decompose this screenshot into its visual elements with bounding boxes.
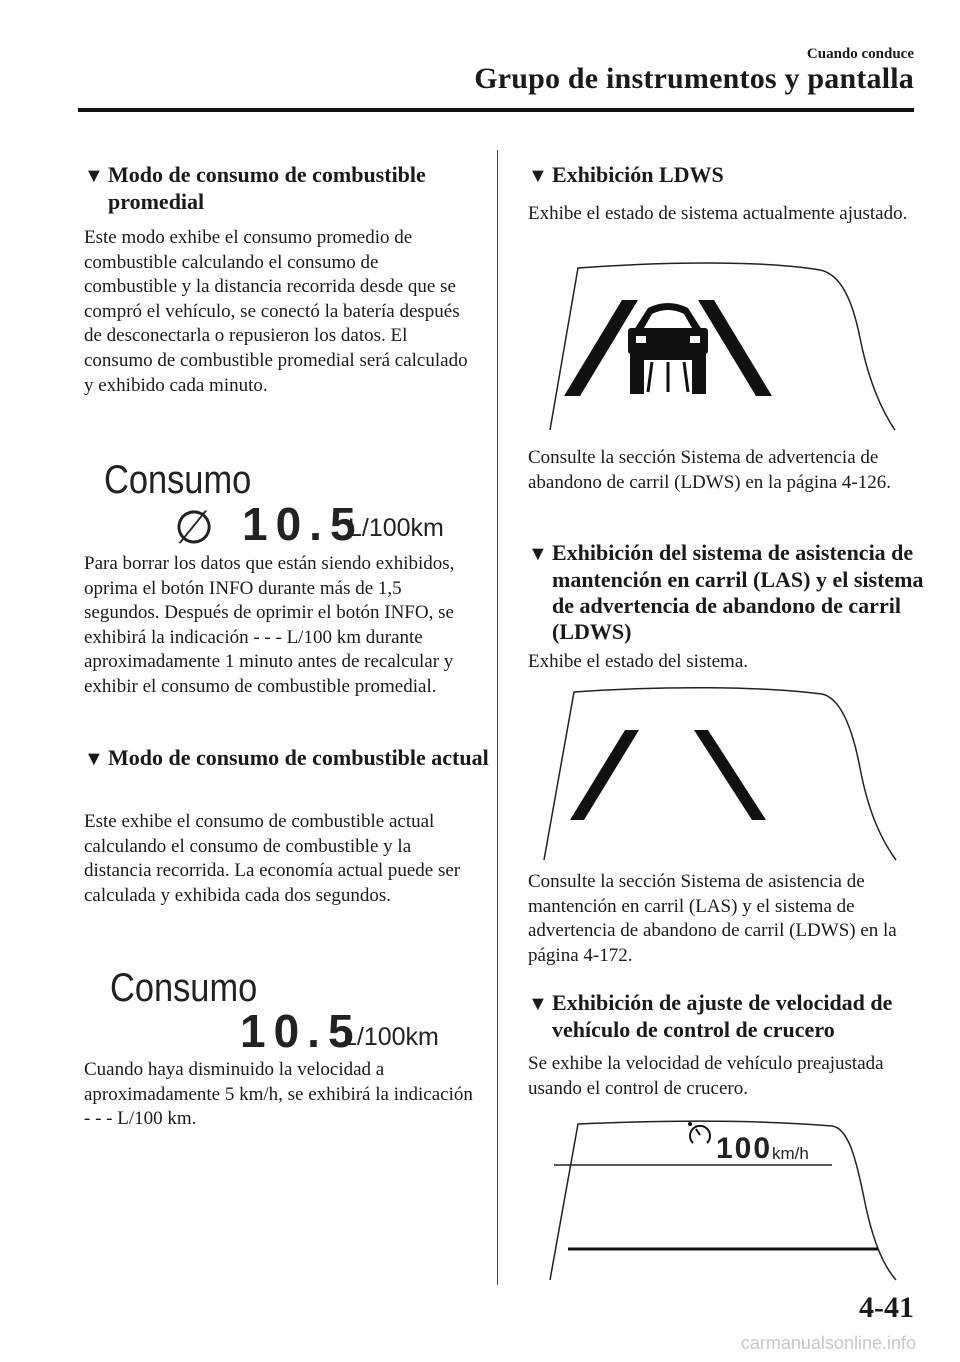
header-rule bbox=[78, 108, 914, 112]
page-title: Grupo de instrumentos y pantalla bbox=[474, 62, 914, 95]
ldws-heading: ▼ Exhibición LDWS bbox=[528, 162, 724, 187]
lane-lines-icon bbox=[540, 686, 900, 866]
display-unit-average: L/100km bbox=[348, 514, 444, 542]
triangle-down-icon: ▼ bbox=[84, 748, 104, 770]
speedometer-icon bbox=[687, 1121, 713, 1147]
triangle-down-icon: ▼ bbox=[84, 165, 104, 187]
las-reference: Consulte la sección Sistema de asistencia de mantención en carril (LAS) y el sistema de advertencia de abandono de carril (LDWS) en la página 4-172. bbox=[528, 871, 897, 966]
avg-reset-paragraph: Para borrar los datos que están siendo exhibidos, oprima el botón INFO durante más de 1,5 segundos. Después de oprimir el botón INFO, se exhibirá la indicación - - - L/100 km durante aproximadamente 1 minuto antes de recalcular y exhibir el consumo de combustible promedial. bbox=[84, 553, 455, 697]
watermark: carmanualsonline.info bbox=[740, 1333, 916, 1353]
las-paragraph: Exhibe el estado del sistema. bbox=[528, 651, 749, 672]
low-speed-paragraph: Cuando haya disminuido la velocidad a aproximadamente 5 km/h, se exhibirá la indicación - - - L/100 km. bbox=[84, 1059, 473, 1130]
display-value-current: 10.5 bbox=[240, 1005, 362, 1057]
header-section: Cuando conduce bbox=[806, 46, 914, 62]
triangle-down-icon: ▼ bbox=[528, 993, 548, 1015]
display-consumo-label-2: Consumo bbox=[110, 966, 258, 1010]
display-unit-current: L/100km bbox=[343, 1023, 439, 1051]
avg-consumption-paragraph: Este modo exhibe el consumo promedio de combustible calculando el consumo de combustible y la distancia recorrida desde que se compró el vehículo, se conectó la batería después de desconectarla o repusieron los datos. El consumo de combustible promedial será calculado y exhibido cada minuto. bbox=[84, 227, 468, 396]
cruise-heading: ▼ Exhibición de ajuste de velocidad de vehículo de control de crucero bbox=[528, 990, 893, 1042]
current-consumption-heading: ▼ Modo de consumo de combustible actual bbox=[84, 745, 489, 770]
avg-consumption-heading: ▼ Modo de consumo de combustible promedial bbox=[84, 162, 426, 214]
page-number: 4-41 bbox=[859, 1291, 914, 1324]
ldws-paragraph: Exhibe el estado de sistema actualmente ajustado. bbox=[528, 203, 908, 224]
cruise-speed-unit: km/h bbox=[772, 1144, 809, 1163]
cruise-speed-value: 100 bbox=[716, 1132, 773, 1165]
cruise-paragraph: Se exhibe la velocidad de vehículo preajustada usando el control de crucero. bbox=[528, 1053, 884, 1099]
ldws-reference: Consulte la sección Sistema de advertencia de abandono de carril (LDWS) en la página 4-126. bbox=[528, 447, 891, 493]
display-value-average: 10.5 bbox=[242, 498, 364, 550]
car-lane-icon bbox=[540, 258, 900, 438]
triangle-down-icon: ▼ bbox=[528, 165, 548, 187]
column-divider bbox=[497, 150, 498, 1285]
triangle-down-icon: ▼ bbox=[528, 543, 548, 565]
display-consumo-label: Consumo bbox=[104, 458, 252, 502]
current-consumption-paragraph: Este exhibe el consumo de combustible actual calculando el consumo de combustible y la distancia recorrida. La economía actual puede ser calculada y exhibida cada dos segundos. bbox=[84, 811, 461, 906]
average-symbol-icon: ∅ bbox=[174, 501, 215, 553]
las-ldws-heading: ▼ Exhibición del sistema de asistencia de mantención en carril (LAS) y el sistema de advertencia de abandono de carril (LDWS) bbox=[528, 540, 924, 644]
